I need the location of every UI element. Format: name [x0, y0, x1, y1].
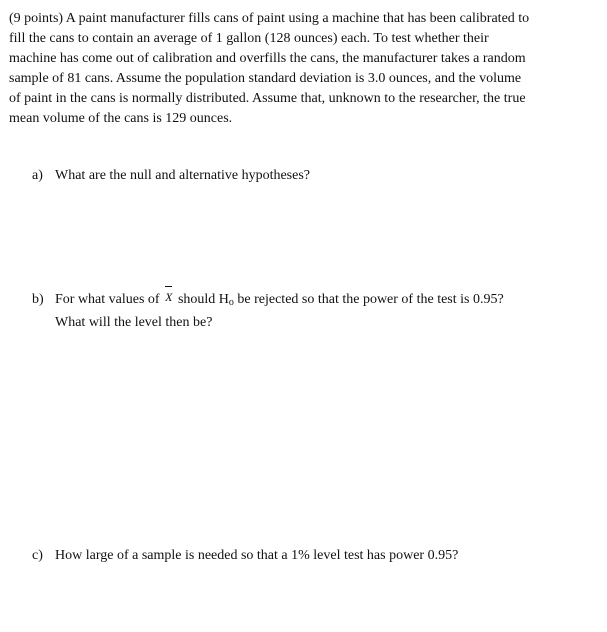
question-b-text-before: For what values of: [55, 292, 160, 307]
question-b: [32, 287, 592, 333]
question-b-label: b): [32, 292, 44, 307]
question-a: [32, 166, 592, 186]
problem-line-1: (9 points) A paint manufacturer fills cans of paint using a machine that has been calibrated to: [9, 11, 530, 26]
question-b-text-mid: should H: [177, 292, 229, 307]
x-bar-symbol: X: [165, 287, 172, 307]
problem-line-4: sample of 81 cans. Assume the population standard deviation is 3.0 ounces, and the volume: [9, 71, 522, 86]
question-b-line-2: What will the level then be?: [55, 315, 213, 330]
question-a-text: What are the null and alternative hypotheses?: [55, 168, 311, 183]
problem-line-3: machine has come out of calibration and overfills the cans, the manufacturer takes a random: [9, 51, 526, 66]
question-c-text: How large of a sample is needed so that a 1% level test has power 0.95?: [55, 548, 459, 563]
problem-line-5: of paint in the cans is normally distributed. Assume that, unknown to the researcher, the true: [9, 91, 526, 106]
question-b-text-after: be rejected so that the power of the test is 0.95?: [237, 292, 504, 307]
problem-statement: [9, 9, 599, 129]
question-c-label: c): [32, 548, 43, 563]
problem-line-6: mean volume of the cans is 129 ounces.: [9, 111, 233, 126]
question-a-label: a): [32, 168, 43, 183]
question-c: [32, 546, 592, 566]
problem-line-2: fill the cans to contain an average of 1 gallon (128 ounces) each. To test whether their: [9, 31, 489, 46]
null-hypothesis-subscript: o: [228, 297, 234, 308]
